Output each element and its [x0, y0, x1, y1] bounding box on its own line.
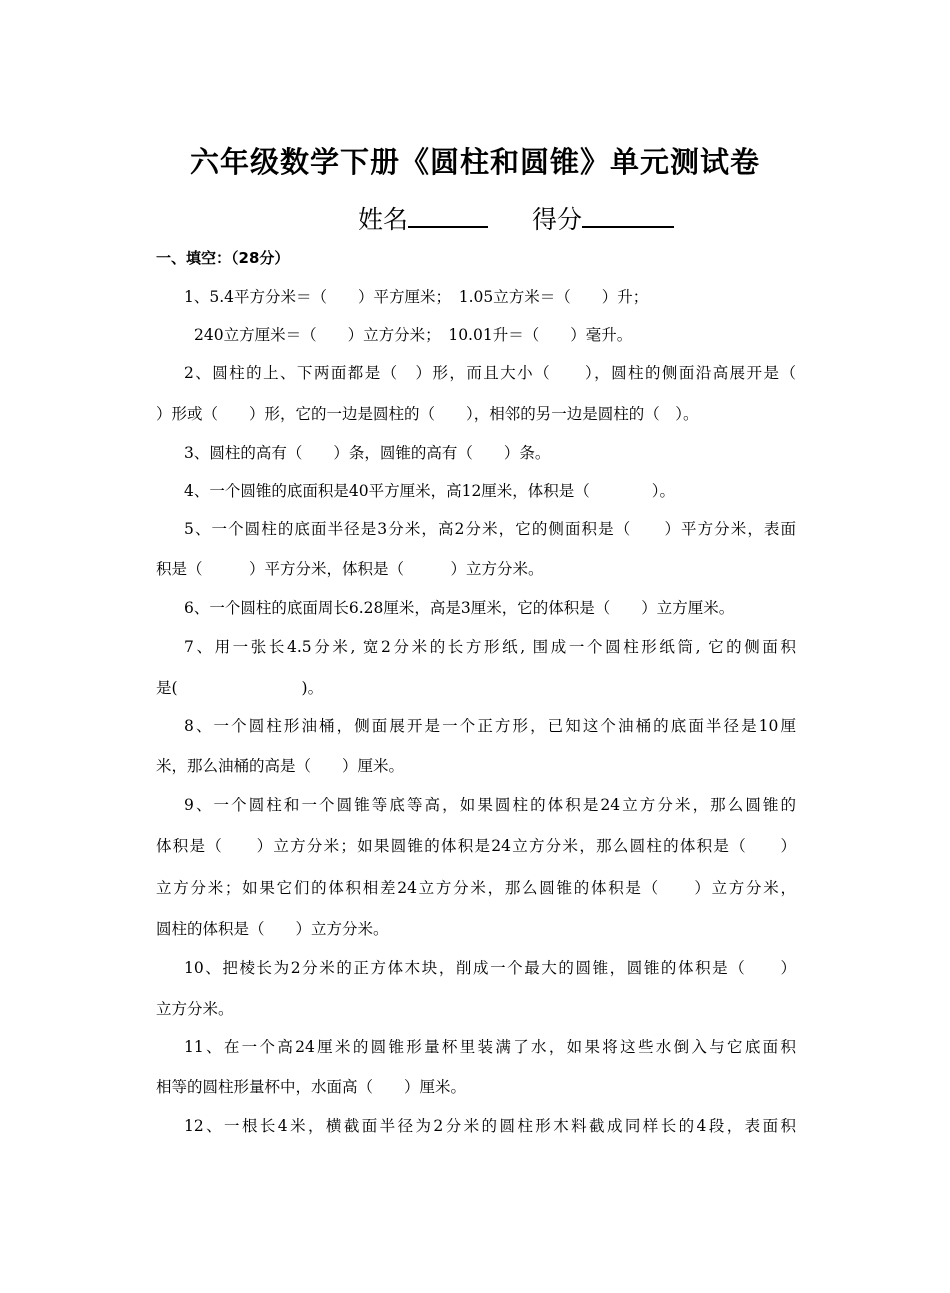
question-line: 立方分米；如果它们的体积相差24立方分米，那么圆锥的体积是（ ）立方分米，: [156, 879, 796, 897]
question-line: ）形或（ ）形，它的一边是圆柱的（ ），相邻的另一边是圆柱的（ ）。: [156, 405, 699, 423]
score-label: 得分: [532, 205, 583, 234]
question-line: 相等的圆柱形量杯中，水面高（ ）厘米。: [156, 1078, 467, 1096]
question-line: 是( )。: [156, 679, 324, 697]
question-line: 体积是（ ）立方分米；如果圆锥的体积是24立方分米，那么圆柱的体积是（ ）: [156, 837, 796, 855]
question-line: 1、5.4平方分米＝（ ）平方厘米； 1.05立方米＝（ ）升；: [184, 288, 649, 306]
question-line: 立方分米。: [156, 1000, 234, 1018]
name-label: 姓名: [358, 205, 409, 234]
section-heading: 一、填空：（28分）: [156, 249, 290, 267]
question-line: 2、圆柱的上、下两面都是（ ）形，而且大小（ ），圆柱的侧面沿高展开是（: [184, 364, 796, 382]
name-score-row: [358, 200, 674, 236]
name-blank: [408, 202, 488, 228]
question-line: 6、一个圆柱的底面周长6.28厘米，高是3厘米，它的体积是（ ）立方厘米。: [184, 599, 735, 617]
score-blank: [582, 202, 674, 228]
question-line: 7、用一张长4.5分米, 宽2分米的长方形纸, 围成一个圆柱形纸筒, 它的侧面积: [184, 638, 796, 656]
question-line: 米，那么油桶的高是（ ）厘米。: [156, 757, 405, 775]
question-line: 12、一根长4米，横截面半径为2分米的圆柱形木料截成同样长的4段，表面积: [184, 1117, 796, 1135]
page-title: 六年级数学下册《圆柱和圆锥》单元测试卷: [189, 145, 760, 179]
question-line: 圆柱的体积是（ ）立方分米。: [156, 920, 389, 938]
question-line: 3、圆柱的高有（ ）条，圆锥的高有（ ）条。: [184, 444, 551, 462]
question-line: 5、一个圆柱的底面半径是3分米，高2分米，它的侧面积是（ ）平方分米，表面: [184, 520, 796, 538]
question-line: 8、一个圆柱形油桶，侧面展开是一个正方形，已知这个油桶的底面半径是10厘: [184, 717, 796, 735]
question-line: 9、一个圆柱和一个圆锥等底等高，如果圆柱的体积是24立方分米，那么圆锥的: [184, 796, 796, 814]
question-line: 积是（ ）平方分米，体积是（ ）立方分米。: [156, 560, 544, 578]
question-line: 240立方厘米＝（ ）立方分米； 10.01升＝（ ）毫升。: [194, 326, 633, 344]
question-line: 4、一个圆锥的底面积是40平方厘米，高12厘米，体积是（ ）。: [184, 482, 676, 500]
question-line: 11、在一个高24厘米的圆锥形量杯里装满了水，如果将这些水倒入与它底面积: [184, 1038, 796, 1056]
question-line: 10、把棱长为2分米的正方体木块，削成一个最大的圆锥，圆锥的体积是（ ）: [184, 959, 796, 977]
